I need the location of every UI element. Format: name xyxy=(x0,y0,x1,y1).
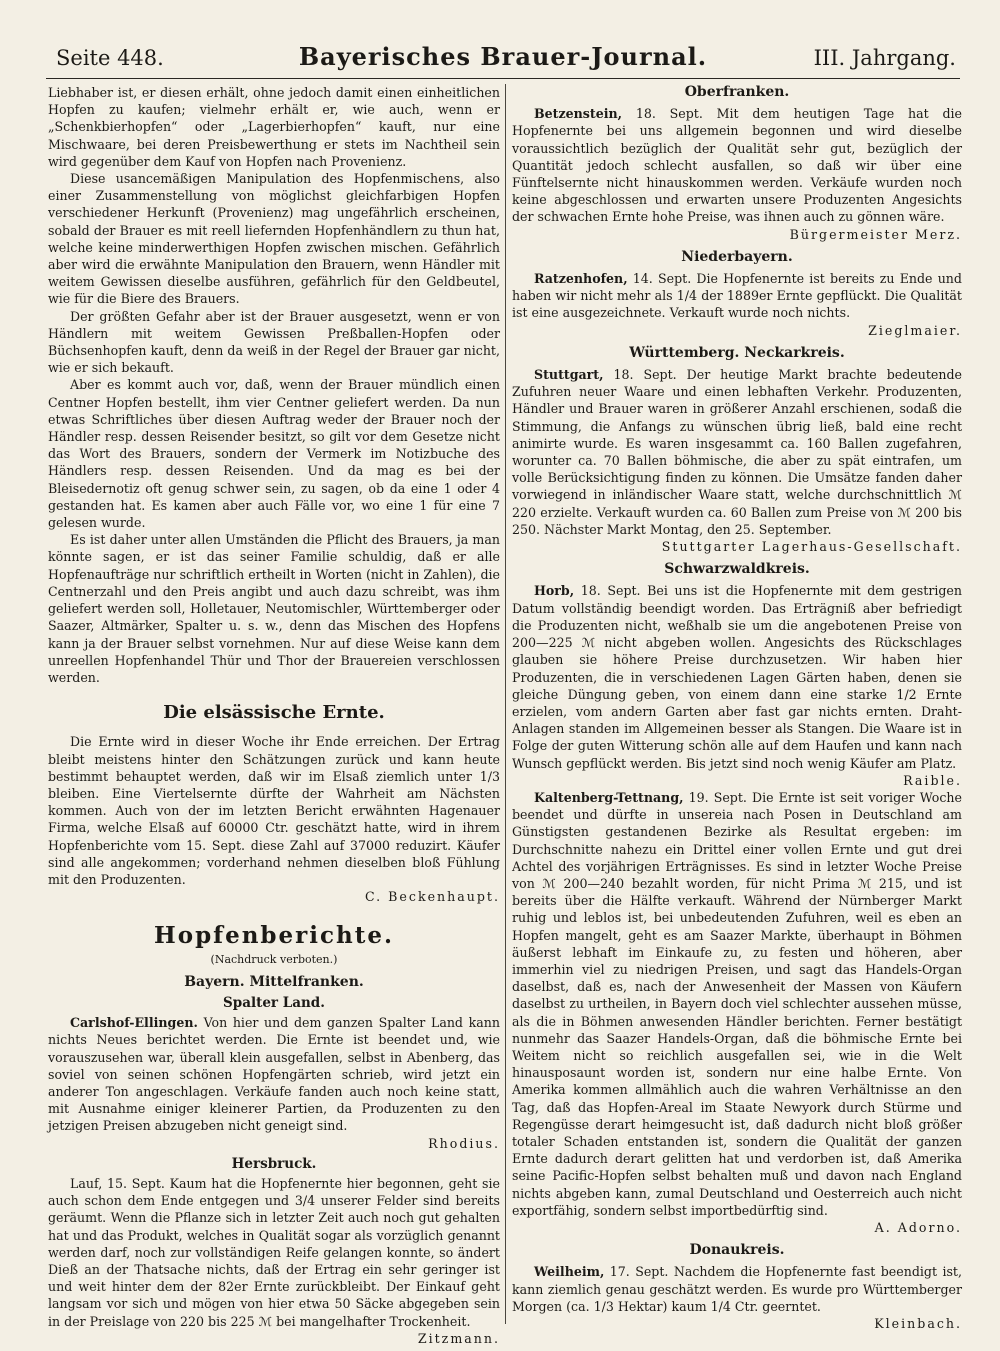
report-paragraph xyxy=(512,789,962,1219)
report-text: 18. Sept. Bei uns ist die Hopfenernte mit dem gestrigen Datum vollständig beendigt worden. Das Erträgniß aber befriedigt die Produzenten nicht, weßhalb sie um die angebotenen Preise von 200—225 ℳ nicht abgeben wollen. Angesichts des Rückschlages glauben sie höhere Preise durchzusetzen. Wir haben hier Produzenten, die in verschiedenen Lagen Gärten haben, denen sie gleiche Düngung geben, von einem dann eine starke 1/2 Ernte erzielen, vom andern Garten aber fast gar nichts ernten. Draht-Anlagen standen im Allgemeinen besser als Stangen. Die Waare ist in Folge der guten Witterung schön alle auf dem Haufen und kann nach Wunsch gepflückt werden. Bis jetzt sind noch wenig Käufer am Platz. xyxy=(512,583,962,771)
heading-elsass: Die elsässische Ernte. xyxy=(163,702,385,724)
report-text: 15. Sept. Kaum hat die Hopfenernte hier begonnen, geht sie auch schon dem Ende entgegen und 3/4 unserer Felder sind bereits geräumt. Wenn die Pflanze sich in letzter Zeit auch noch gut gehalten hat und das Produkt, welches in Qualität sogar als vorzüglich genannt werden darf, noch zur vollständigen Reife gelangen konnte, so ändert Dieß an der Thatsache nichts, daß der Ertrag ein sehr geringer ist und weit hinter dem der 82er Ernte zurückbleibt. Der Einkauf geht langsam vor sich und mögen von hier etwa 50 Säcke abgegeben sein in der Preislage von 220 bis 225 ℳ bei mangelhafter Trockenheit. xyxy=(48,1175,500,1329)
left-column xyxy=(48,84,500,1347)
signature: Raible. xyxy=(903,772,962,788)
article-paragraph: Es ist daher unter allen Umständen die Pflicht des Brauers, ja man könnte sagen, er ist das seiner Familie schuldig, daß er alle Hopfenaufträge nur schriftlich ertheilt in Worten (nicht in Zahlen), die Centnerzahl und den Preis angibt und auch dazu schreibt, was ihm geliefert werden soll, Holletauer, Neutomischler, Württemberger oder Saazer, Altmärker, Spalter u. s. w., denn das Mischen des Hopfens kann ja der Brauer selbst vornehmen. Nur auf diese Weise kann dem unreellen Hopfenhandel Thür und Thor der Brauereien verschlossen werden. xyxy=(48,532,500,685)
heading-hopfenberichte: Hopfenberichte. xyxy=(154,922,394,950)
report-paragraph xyxy=(512,366,962,538)
report-paragraph xyxy=(48,1175,500,1330)
article-paragraph: Die Ernte wird in dieser Woche ihr Ende erreichen. Der Ertrag bleibt meistens hinter den Schätzungen zurück und kann heute bestimmt behauptet werden, daß wir im Elsaß ziemlich unter 1/3 bleiben. Eine Viertelsernte dürfte der Wahrheit am Nächsten kommen. Auch von der im letzten Bericht erwähnten Hagenauer Firma, welche Elsaß auf 60000 Ctr. geschätzt hatte, wird in ihrem Hopfenberichte vom 15. Sept. diese Zahl auf 37000 reduzirt. Käufer sind alle angekommen; vorderhand nehmen dieselben bloß Fühlung mit den Produzenten. xyxy=(48,734,500,887)
place-name: Horb, xyxy=(534,583,575,599)
journal-title: Bayerisches Brauer-Journal. xyxy=(298,42,708,71)
report-text: 18. Sept. Mit dem heutigen Tage hat die Hopfenernte bei uns allgemein begonnen und wird dieselbe voraussichtlich bezüglich der Qualität sehr gut, bezüglich der Quantität jedoch schlecht ausfallen, so daß wir über eine Fünftelsernte nicht hinauskommen werden. Verkäufe wurden noch keine abgeschlossen und erwarten unsere Produzenten Angesichts der schwachen Ernte hohe Preise, was ihnen auch zu gönnen wäre. xyxy=(512,106,962,225)
report-text: Von hier und dem ganzen Spalter Land kann nichts Neues berichtet werden. Die Ernte ist beendet und, wie vorauszusehen war, überall klein ausgefallen, selbst in Abenberg, das soviel von seinen schönen Hopfengärten schrieb, wird jetzt ein anderer Ton angeschlagen. Verkäufe fanden auch noch keine statt, mit Ausnahme einiger kleinerer Partien, da Produzenten zu den jetzigen Preisen abzugeben nicht geneigt sind. xyxy=(48,1015,500,1134)
report-paragraph xyxy=(48,1014,500,1134)
place-name: Ratzenhofen, xyxy=(534,271,628,287)
place-name: Stuttgart, xyxy=(534,367,604,383)
page-header xyxy=(46,42,960,76)
signature: Zieglmaier. xyxy=(868,322,962,338)
place-name: Weilheim, xyxy=(534,1264,605,1280)
heading-region: Bayern. Mittelfranken. xyxy=(184,973,364,990)
heading-region: Oberfranken. xyxy=(684,84,790,100)
report-paragraph xyxy=(512,270,962,322)
heading-subregion: Hersbruck. xyxy=(231,1155,317,1172)
article-paragraph: Liebhaber ist, er diesen erhält, ohne jedoch damit einen einheitlichen Hopfen zu kaufen; vielmehr erhält er, wie auch, wenn er „Schenkbierhopfen“ oder „Lagerbierhopfen“ kauft, nur eine Mischwaare, bei deren Preisbewerthung er stets im Nachtheil sein wird gegenüber dem Kauf von Hopfen nach Provenienz. xyxy=(48,85,500,169)
article-paragraph: Diese usancemäßigen Manipulation des Hopfenmischens, also einer Zusammenstellung von möglichst gleichfarbigen Hopfen verschiedener Herkunft (Provenienz) mag ungefährlich erscheinen, sobald der Brauer es mit reell liefernden Hopfenhändlern zu thun hat, welche keine minderwerthigen Hopfen zwischen mischen. Gefährlich aber wird die erwähnte Manipulation den Brauern, wenn Händler mit weitem Gewissen dieselbe ausführen, gefährlich für den Geldbeutel, wie für die Biere des Brauers. xyxy=(48,171,500,307)
place-name: Lauf, xyxy=(70,1175,103,1191)
reprint-note: (Nachdruck verboten.) xyxy=(210,952,338,966)
heading-region: Schwarzwaldkreis. xyxy=(664,561,810,578)
article-paragraph: Der größten Gefahr aber ist der Brauer ausgesetzt, wenn er von Händlern mit weitem Gewissen Preßballen-Hopfen oder Büchsenhopfen kauft, denn da weiß in der Regel der Brauer gar nicht, wie er sich bekauft. xyxy=(48,308,500,376)
right-column xyxy=(512,84,962,1332)
signature: Kleinbach. xyxy=(874,1316,962,1332)
page-number: Seite 448. xyxy=(56,46,164,70)
report-paragraph xyxy=(512,1263,962,1315)
signature: A. Adorno. xyxy=(874,1220,962,1235)
heading-subregion: Spalter Land. xyxy=(223,994,325,1011)
heading-region: Niederbayern. xyxy=(681,248,793,265)
report-paragraph xyxy=(512,105,962,225)
signature: C. Beckenhaupt. xyxy=(364,889,500,905)
article-paragraph: Aber es kommt auch vor, daß, wenn der Brauer mündlich einen Centner Hopfen bestellt, ihm vier Centner geliefert werden. Da nun etwas Schriftliches über diesen Auftrag weder der Brauer noch der Händler resp. dessen Reisender besitzt, so gilt vor dem Gesetze nicht das Wort des Brauers, sondern der Vermerk im Notizbuche des Händlers resp. dessen Reisenden. Und da mag es bei der Bleisedernotiz oft genug schwer sein, zu sagen, ob da eine 1 oder 4 gestanden hat. Es kamen aber auch Fälle vor, wo eine 1 für eine 7 gelesen wurde. xyxy=(48,377,500,531)
heading-region: Württemberg. Neckarkreis. xyxy=(629,344,845,361)
signature: Stuttgarter Lagerhaus-Gesellschaft. xyxy=(661,539,962,555)
place-name: Carlshof-Ellingen. xyxy=(70,1015,198,1031)
report-text: 19. Sept. Die Ernte ist seit voriger Woche beendet und dürfte in unsereia nach Posen in Deutschland am Günstigsten gestandenen Bezirke als Resultat ergeben: im Durchschnitte nahezu ein Drittel einer vollen Ernte und gut drei Achtel des vorjährigen Erträgnisses. Es sind in letzter Woche Preise von ℳ 200—240 bezahlt worden, für nicht Prima ℳ 215, und ist bereits über die Hälfte verkauft. Während der Nürnberger Markt ruhig und leblos ist, bei unbedeutenden Zufuhren, weil es eben an Hopfen mangelt, geht es am Saazer Markte, überhaupt in Böhmen äußerst lebhaft im Einkaufe zu, zu festen und höheren, aber immerhin viel zu niedrigen Preisen, und sagt das Handels-Organ daselbst, daß es, nach der Anwesenheit der Massen von Käufern daselbst zu urtheilen, in Bayern doch viel schlechter aussehen müsse, als die in Böhmen anwesenden Händler berichten. Ferner bestätigt nunmehr das Saazer Handels-Organ, daß die böhmische Ernte bei Weitem nicht so reichlich ausgefallen sei, wie in die Welt hinausposaunt worden ist, sondern nur eine halbe Ernte. Von Amerika kommen allmählich auch die wahren Verhältnisse an den Tag, daß das Hopfen-Areal im Staate Newyork durch Stürme und Regengüsse derart heimgesucht ist, daß dadurch nicht bloß größer totaler Schaden entstanden ist, sondern die Qualität der ganzen Ernte dadurch derart gelitten hat und verdorben ist, daß Amerika seine Pacific-Hopfen selbst behalten muß und davon nach England nichts abgeben kann, zumal Deutschland und Oesterreich auch nicht exportfähig, sondern selbst importbedürftig sind. xyxy=(512,789,962,1218)
report-text: 14. Sept. Die Hopfenernte ist bereits zu Ende und haben wir nicht mehr als 1/4 der 1889er Ernte gepflückt. Die Qualität ist eine ausgezeichnete. Verkauft wurde noch nichts. xyxy=(512,271,962,321)
column-divider xyxy=(505,84,506,1324)
report-text: 18. Sept. Der heutige Markt brachte bedeutende Zufuhren neuer Waare und einen lebhaften Verkehr. Produzenten, Händler und Brauer waren in größerer Anzahl erschienen, sodaß die Stimmung, die Anfangs zu wünschen übrig ließ, bald eine recht animirte wurde. Es waren insgesammt ca. 160 Ballen zugefahren, worunter ca. 70 Ballen böhmische, die aber zu spät eintrafen, um volle Berücksichtigung finden zu können. Die Umsätze fanden daher vorwiegend in inländischer Waare statt, welche durchschnittlich ℳ 220 erzielte. Verkauft wurden ca. 60 Ballen zum Preise von ℳ 200 bis 250. Nächster Markt Montag, den 25. September. xyxy=(512,367,962,537)
signature: Bürgermeister Merz. xyxy=(789,226,962,242)
report-text: 17. Sept. Nachdem die Hopfenernte fast beendigt ist, kann ziemlich genau geschätzt werden. Es wurde pro Württemberger Morgen (ca. 1/3 Hektar) kaum 1/4 Ctr. geerntet. xyxy=(512,1264,962,1314)
volume-label: III. Jahrgang. xyxy=(813,46,956,70)
signature: Rhodius. xyxy=(428,1135,500,1151)
header-rule xyxy=(46,78,960,79)
report-paragraph xyxy=(512,582,962,771)
place-name: Betzenstein, xyxy=(534,106,623,122)
place-name: Kaltenberg-Tettnang, xyxy=(534,789,684,805)
signature: Zitzmann. xyxy=(417,1330,500,1346)
heading-region: Donaukreis. xyxy=(689,1242,785,1259)
